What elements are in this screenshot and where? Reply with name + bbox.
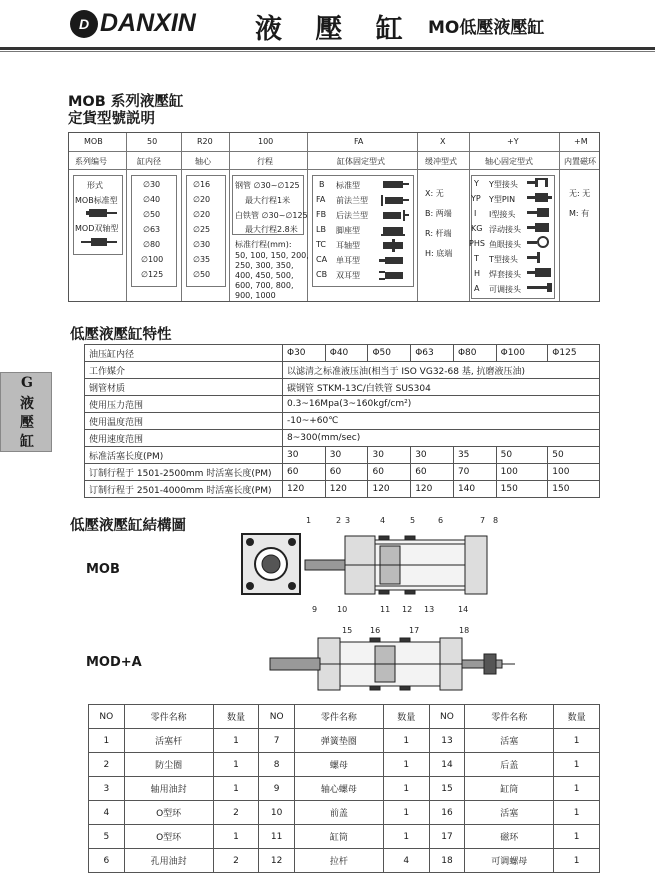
mount-name: 双耳型 — [336, 271, 360, 280]
rod-option: ∅20 — [193, 195, 211, 204]
bore-option: ∅80 — [143, 240, 161, 249]
rod-end-name: I型接头 — [489, 210, 516, 219]
column-header: 零件名称 — [124, 705, 213, 729]
callout-number: 4 — [380, 516, 386, 525]
side-tab-char: 壓 — [20, 415, 34, 431]
rod-end-code: Y — [474, 179, 479, 188]
stroke-standard-label: 标准行程(mm): — [235, 240, 292, 249]
table-row — [85, 396, 600, 413]
column-header: 数量 — [383, 705, 429, 729]
mount-code: CA — [316, 255, 328, 264]
stroke-steel: 钢管 ∅30~∅125 — [235, 181, 300, 190]
part-qty: 1 — [213, 825, 259, 849]
rod-end-code: I — [474, 209, 477, 218]
callout-number: 9 — [312, 605, 318, 614]
callout-number: 8 — [493, 516, 499, 525]
specs-table — [84, 344, 600, 498]
stroke-standard-values: 900, 1000 — [235, 291, 276, 300]
ordering-subheading: 定貨型號説明 — [68, 111, 155, 127]
cushion-option: B: 两端 — [425, 209, 452, 218]
part-qty: 1 — [554, 729, 600, 753]
mount-name: 前法兰型 — [336, 196, 368, 205]
bore-option: ∅30 — [143, 180, 161, 189]
part-name: 缸筒 — [465, 777, 554, 801]
part-qty: 1 — [554, 777, 600, 801]
spec-cell: 35 — [453, 447, 496, 464]
divider — [126, 133, 127, 301]
code-cushion: X — [440, 137, 446, 146]
code-series: MOB — [84, 137, 103, 146]
spec-cell: Φ125 — [548, 345, 600, 362]
table-row — [85, 481, 600, 498]
spec-cell: Φ80 — [453, 345, 496, 362]
column-header: 零件名称 — [294, 705, 383, 729]
table-row — [89, 801, 600, 825]
callout-number: 18 — [459, 626, 470, 635]
mount-name: 单耳型 — [336, 256, 360, 265]
part-no: 15 — [429, 777, 465, 801]
column-header: NO — [89, 705, 125, 729]
spec-label: 订制行程于 2501-4000mm 时活塞长度(PM) — [85, 481, 283, 498]
divider — [559, 133, 560, 301]
part-no: 11 — [259, 825, 295, 849]
part-name: 轴用油封 — [124, 777, 213, 801]
spec-cell: 150 — [496, 481, 548, 498]
page-title: 液 壓 缸 — [255, 14, 415, 45]
stroke-white: 白铁管 ∅30~∅125 — [235, 211, 308, 220]
part-qty: 1 — [213, 777, 259, 801]
part-no: 9 — [259, 777, 295, 801]
ordering-code-table — [68, 132, 600, 302]
structure-heading: 低壓液壓缸結構圖 — [70, 518, 186, 534]
bore-option: ∅50 — [143, 210, 161, 219]
part-name: 磁环 — [465, 825, 554, 849]
table-row — [85, 447, 600, 464]
table-row — [89, 753, 600, 777]
code-magnet: +M — [574, 137, 588, 146]
part-qty: 2 — [213, 849, 259, 873]
stroke-steel-max: 最大行程1米 — [245, 196, 291, 205]
side-tab-char: 缸 — [20, 434, 34, 450]
table-row — [85, 430, 600, 447]
mount-name: 后法兰型 — [336, 211, 368, 220]
structure-label-mob: MOB — [86, 562, 120, 577]
brand-logo-icon: D — [70, 10, 98, 38]
column-header: 零件名称 — [465, 705, 554, 729]
part-name: 前盖 — [294, 801, 383, 825]
part-no: 17 — [429, 825, 465, 849]
part-qty: 1 — [554, 801, 600, 825]
part-name: 活塞杆 — [124, 729, 213, 753]
stroke-standard-values: 600, 700, 800, — [235, 281, 294, 290]
divider — [69, 151, 599, 152]
rod-end-code: YP — [471, 194, 481, 203]
callout-number: 12 — [402, 605, 413, 614]
rod-end-name: Y型PIN — [489, 195, 516, 204]
part-qty: 1 — [213, 753, 259, 777]
part-qty: 1 — [383, 825, 429, 849]
column-header: 数量 — [554, 705, 600, 729]
table-row — [85, 379, 600, 396]
cushion-option: R: 杆端 — [425, 229, 452, 238]
spec-cell: Φ50 — [368, 345, 411, 362]
table-row — [89, 849, 600, 873]
spec-cell: Φ63 — [411, 345, 454, 362]
mount-code: CB — [316, 270, 328, 279]
code-stroke: 100 — [258, 137, 274, 146]
magnet-option: 无: 无 — [569, 189, 591, 198]
spec-cell: 120 — [411, 481, 454, 498]
header-mount: 缸体固定型式 — [337, 157, 385, 166]
rod-end-name: 鱼眼接头 — [489, 240, 521, 249]
stroke-standard-values: 50, 100, 150, 200, — [235, 251, 309, 260]
part-name: 轴心螺母 — [294, 777, 383, 801]
divider — [69, 169, 599, 170]
part-qty: 1 — [383, 753, 429, 777]
part-name: 活塞 — [465, 729, 554, 753]
spec-label: 油压缸内径 — [85, 345, 283, 362]
spec-cell: 60 — [325, 464, 368, 481]
spec-cell: 120 — [283, 481, 326, 498]
part-no: 8 — [259, 753, 295, 777]
brand-logo-text: DANXIN — [100, 9, 196, 37]
spec-label: 使用温度范围 — [85, 413, 283, 430]
mount-code: FB — [316, 210, 327, 219]
parts-table — [88, 704, 600, 873]
divider — [417, 133, 418, 301]
table-row — [89, 825, 600, 849]
table-row — [85, 413, 600, 430]
callout-number: 7 — [480, 516, 486, 525]
callout-number: 17 — [409, 626, 420, 635]
part-qty: 1 — [383, 729, 429, 753]
part-no: 1 — [89, 729, 125, 753]
part-name: 拉杆 — [294, 849, 383, 873]
rod-option: ∅30 — [193, 240, 211, 249]
part-name: 孔用油封 — [124, 849, 213, 873]
mount-symbols-icon — [377, 177, 411, 287]
part-qty: 2 — [213, 801, 259, 825]
rod-end-code: A — [474, 284, 480, 293]
cushion-option: X: 无 — [425, 189, 444, 198]
side-tab-char: 液 — [20, 396, 34, 412]
rod-option: ∅25 — [193, 225, 211, 234]
header-divider — [0, 47, 655, 50]
part-qty: 1 — [213, 729, 259, 753]
table-row — [85, 464, 600, 481]
spec-cell: 50 — [548, 447, 600, 464]
spec-cell: 60 — [368, 464, 411, 481]
part-qty: 1 — [554, 753, 600, 777]
spec-cell: Φ100 — [496, 345, 548, 362]
part-no: 13 — [429, 729, 465, 753]
callout-number: 14 — [458, 605, 469, 614]
part-no: 10 — [259, 801, 295, 825]
callout-number: 5 — [410, 516, 416, 525]
rod-option: ∅16 — [193, 180, 211, 189]
callout-number: 13 — [424, 605, 435, 614]
divider — [181, 133, 182, 301]
spec-cell: Φ40 — [325, 345, 368, 362]
spec-cell: 30 — [325, 447, 368, 464]
code-mount: FA — [354, 137, 364, 146]
callout-number: 1 — [306, 516, 312, 525]
part-no: 16 — [429, 801, 465, 825]
part-no: 5 — [89, 825, 125, 849]
part-qty: 1 — [383, 801, 429, 825]
side-tab-letter: G — [21, 375, 33, 391]
rod-end-name: 可调接头 — [489, 285, 521, 294]
spec-cell: 100 — [548, 464, 600, 481]
specs-heading: 低壓液壓缸特性 — [70, 327, 172, 343]
header-divider-thin — [0, 51, 655, 52]
spec-label: 订制行程于 1501-2500mm 时活塞长度(PM) — [85, 464, 283, 481]
page-subtitle: MO低壓液壓缸 — [428, 18, 545, 38]
table-row — [89, 777, 600, 801]
callout-number: 2 — [336, 516, 342, 525]
rod-end-code: KG — [471, 224, 483, 233]
spec-cell: Φ30 — [283, 345, 326, 362]
rod-end-symbols-icon — [525, 177, 555, 301]
spec-span-cell: 8~300(mm/sec) — [283, 430, 600, 447]
part-name: 弹簧垫圈 — [294, 729, 383, 753]
spec-cell: 60 — [411, 464, 454, 481]
magnet-option: M: 有 — [569, 209, 590, 218]
spec-cell: 150 — [548, 481, 600, 498]
column-header: NO — [429, 705, 465, 729]
callout-number: 3 — [345, 516, 351, 525]
cushion-option: H: 底端 — [425, 249, 453, 258]
part-name: O型环 — [124, 825, 213, 849]
mount-code: LB — [316, 225, 326, 234]
mob-section-drawing-icon — [305, 522, 505, 618]
header-rod: 轴心 — [195, 157, 211, 166]
callout-number: 11 — [380, 605, 391, 614]
spec-cell: 50 — [496, 447, 548, 464]
part-no: 18 — [429, 849, 465, 873]
rod-option: ∅20 — [193, 210, 211, 219]
table-row — [85, 362, 600, 379]
header-rod-end: 轴心固定型式 — [485, 157, 533, 166]
moda-section-drawing-icon — [270, 630, 515, 704]
rod-end-name: 焊套接头 — [489, 270, 521, 279]
bore-option: ∅63 — [143, 225, 161, 234]
callout-number: 6 — [438, 516, 444, 525]
rod-option: ∅50 — [193, 270, 211, 279]
code-bore: 50 — [147, 137, 158, 146]
mount-code: FA — [316, 195, 326, 204]
spec-label: 钢管材质 — [85, 379, 283, 396]
mount-name: 耳轴型 — [336, 241, 360, 250]
spec-span-cell: -10~+60℃ — [283, 413, 600, 430]
part-name: 可调螺母 — [465, 849, 554, 873]
cylinder-double-icon — [79, 237, 119, 249]
rod-end-code: T — [474, 254, 479, 263]
part-name: 活塞 — [465, 801, 554, 825]
part-name: 缸筒 — [294, 825, 383, 849]
code-rod-end: +Y — [507, 137, 519, 146]
part-name: 后盖 — [465, 753, 554, 777]
rod-end-name: T型接头 — [489, 255, 518, 264]
table-row — [89, 729, 600, 753]
part-no: 12 — [259, 849, 295, 873]
section-side-tab — [0, 372, 52, 452]
spec-label: 使用速度范围 — [85, 430, 283, 447]
cylinder-standard-icon — [83, 208, 117, 220]
bore-option: ∅125 — [141, 270, 164, 279]
spec-cell: 70 — [453, 464, 496, 481]
rod-end-code: H — [474, 269, 481, 278]
part-no: 4 — [89, 801, 125, 825]
part-name: O型环 — [124, 801, 213, 825]
rod-end-code: PHS — [469, 239, 485, 248]
header-bore: 缸内径 — [137, 157, 161, 166]
stroke-standard-values: 250, 300, 350, — [235, 261, 294, 270]
spec-cell: 30 — [283, 447, 326, 464]
rod-option: ∅35 — [193, 255, 211, 264]
rod-end-name: 浮动接头 — [489, 225, 521, 234]
divider — [229, 133, 230, 301]
series-form-label: 形式 — [87, 181, 103, 190]
spec-cell: 120 — [368, 481, 411, 498]
table-row — [85, 345, 600, 362]
spec-span-cell: 0.3~16Mpa(3~160kgf/cm²) — [283, 396, 600, 413]
part-qty: 4 — [383, 849, 429, 873]
spec-cell: 140 — [453, 481, 496, 498]
part-no: 3 — [89, 777, 125, 801]
structure-label-moda: MOD+A — [86, 655, 142, 670]
part-name: 螺母 — [294, 753, 383, 777]
header-magnet: 内置磁环 — [564, 157, 596, 166]
column-header: 数量 — [213, 705, 259, 729]
part-qty: 1 — [383, 777, 429, 801]
series-standard: MOB标准型 — [75, 196, 118, 205]
spec-label: 标准活塞长度(PM) — [85, 447, 283, 464]
spec-label: 工作媒介 — [85, 362, 283, 379]
divider — [469, 133, 470, 301]
header-cushion: 缓冲型式 — [425, 157, 457, 166]
mount-name: 脚座型 — [336, 226, 360, 235]
spec-cell: 30 — [411, 447, 454, 464]
header-stroke: 行程 — [257, 157, 273, 166]
code-rod: R20 — [197, 137, 213, 146]
spec-cell: 120 — [325, 481, 368, 498]
callout-number: 16 — [370, 626, 381, 635]
spec-span-cell: 碳钢管 STKM-13C/白铁管 SUS304 — [283, 379, 600, 396]
mount-code: TC — [316, 240, 327, 249]
mount-name: 标准型 — [336, 181, 360, 190]
spec-label: 使用压力范围 — [85, 396, 283, 413]
part-no: 2 — [89, 753, 125, 777]
stroke-standard-values: 400, 450, 500, — [235, 271, 294, 280]
spec-cell: 60 — [283, 464, 326, 481]
spec-cell: 100 — [496, 464, 548, 481]
header-series: 系列编号 — [75, 157, 107, 166]
part-name: 防尘圈 — [124, 753, 213, 777]
table-header-row — [89, 705, 600, 729]
part-qty: 1 — [554, 825, 600, 849]
part-qty: 1 — [554, 849, 600, 873]
stroke-white-max: 最大行程2.8米 — [245, 225, 298, 234]
part-no: 6 — [89, 849, 125, 873]
callout-number: 15 — [342, 626, 353, 635]
rod-end-name: Y型接头 — [489, 180, 518, 189]
cylinder-end-view-icon — [240, 532, 302, 600]
bore-option: ∅40 — [143, 195, 161, 204]
mount-code: B — [319, 180, 325, 189]
ordering-heading: MOB 系列液壓缸 — [68, 94, 184, 110]
column-header: NO — [259, 705, 295, 729]
spec-span-cell: 以滤清之标准液压油(相当于 ISO VG32-68 基, 抗磨液压油) — [283, 362, 600, 379]
series-double: MOD双轴型 — [75, 224, 119, 233]
spec-cell: 30 — [368, 447, 411, 464]
part-no: 7 — [259, 729, 295, 753]
callout-number: 10 — [337, 605, 348, 614]
bore-option: ∅100 — [141, 255, 164, 264]
part-no: 14 — [429, 753, 465, 777]
